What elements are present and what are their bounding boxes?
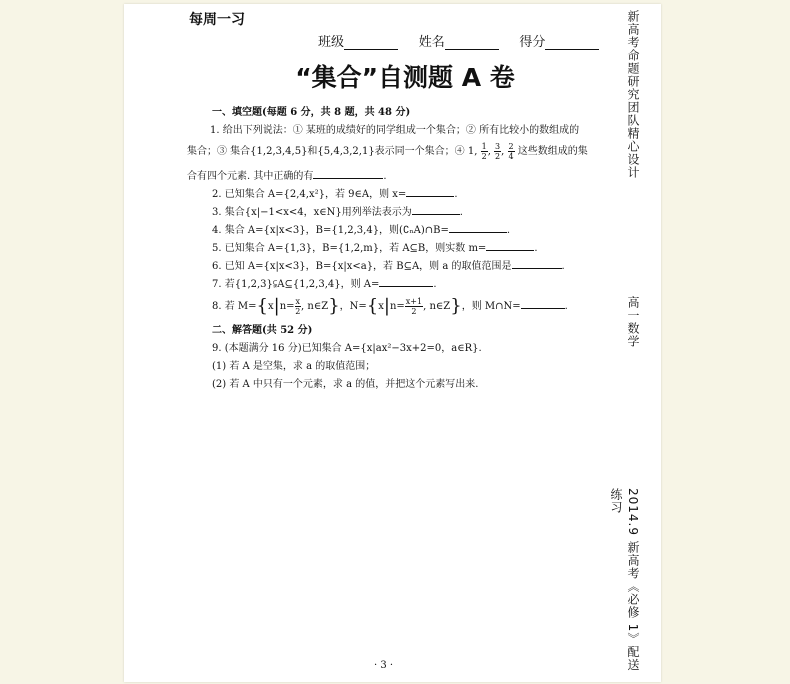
q1-frac2-num: 3: [495, 142, 501, 151]
q7-text: 7. 若{1,2,3}⫋A⊆{1,2,3,4}，则 A=: [212, 279, 380, 290]
q4-line: 4. 集合 A={x|x<3}，B={1,2,3,4}，则(∁ₙA)∩B= .: [212, 220, 510, 240]
q4-text: 4. 集合 A={x|x<3}，B={1,2,3,4}，则(∁ₙA)∩B=: [212, 225, 449, 236]
section1-heading: 一、填空题(每题 6 分，共 8 题，共 48 分): [212, 107, 411, 118]
q1-line2-tail: 这些数组成的集: [517, 146, 588, 157]
q8-frac2-den: 2: [411, 307, 417, 316]
q5-answer-blank[interactable]: [486, 238, 534, 251]
page-title: “集合”自测题 A 卷: [295, 63, 515, 92]
q3-line: 3. 集合{x|−1<x<4，x∈N}用列举法表示为 .: [212, 202, 463, 222]
q1-line2: 集合；③ 集合{1,2,3,4,5}和{5,4,3,2,1}表示同一个集合；④ 1, $\frac{1}{2}$ , $\frac{3}{2}$ , $\frac{2}{4}$ 这些数组成的集: [187, 142, 588, 161]
q2-line: 2. 已知集合 A={2,4,x²}，若 9∈A，则 x= .: [212, 184, 458, 204]
q8-n-eq-1: n=: [279, 301, 295, 312]
name-blank[interactable]: [445, 35, 499, 50]
q6-text: 6. 已知 A={x|x<3}，B={x|x<a}，若 B⊆A，则 a 的取值范围是: [212, 261, 512, 272]
q1-line2-text: 集合；③ 集合{1,2,3,4,5}和{5,4,3,2,1}表示同一个集合；④ 1,: [187, 146, 478, 157]
q8-brace-close-1: }: [328, 295, 340, 317]
q1-frac1-num: 1: [481, 142, 487, 151]
q9-line: 9. (本题满分 16 分)已知集合 A={x|ax²−3x+2=0，a∈R}.: [212, 343, 482, 354]
q8-frac2-num: x+1: [405, 297, 423, 306]
q5-text: 5. 已知集合 A={1,3}，B={1,2,m}，若 A⊆B，则实数 m=: [212, 243, 487, 254]
q8-line: 8. 若 M={x|n= $\frac{x}{2}$ , n∈Z}，N={x|n= $\frac{x+1}{2}$ , n∈Z}，则 M∩N= .: [212, 295, 568, 317]
q1-line3: 合有四个元素. 其中正确的有 .: [187, 166, 387, 186]
q6-line: 6. 已知 A={x|x<3}，B={x|x<a}，若 B⊆A，则 a 的取值范围是 .: [212, 256, 565, 276]
q1-answer-blank[interactable]: [313, 166, 383, 179]
q1-frac2-den: 2: [495, 152, 501, 161]
q8-text-a: 8. 若 M=: [212, 301, 257, 312]
q8-frac1-num: x: [295, 297, 301, 306]
q8-brace-open-2: {: [366, 295, 379, 317]
weekly-practice-label: 每周一习: [189, 12, 245, 28]
q8-nz-1: , n∈Z: [301, 301, 329, 312]
q5-line: 5. 已知集合 A={1,3}，B={1,2,m}，若 A⊆B，则实数 m= .: [212, 238, 538, 258]
q3-answer-blank[interactable]: [412, 202, 460, 215]
score-blank[interactable]: [545, 35, 599, 50]
q8-nz-2: , n∈Z: [423, 301, 451, 312]
sidebar-top-text: 新高考命题研究团队精心设计: [626, 10, 640, 179]
q8-text-n: ，N=: [339, 301, 367, 312]
q8-bar-1: |: [273, 295, 280, 317]
q7-answer-blank[interactable]: [379, 274, 433, 287]
sidebar-bottom-text: 2014.9 新高考《必修 1》配送练习: [609, 488, 640, 672]
q8-answer-blank[interactable]: [521, 296, 565, 309]
q1-line1: 1. 给出下列说法：① 某班的成绩好的同学组成一个集合；② 所有比较小的数组成的: [210, 125, 580, 136]
name-label: 姓名: [418, 35, 445, 50]
q8-brace-close-2: }: [450, 295, 462, 317]
q8-bar-2: |: [383, 295, 390, 317]
class-blank[interactable]: [344, 35, 398, 50]
q1-frac1-den: 2: [481, 152, 487, 161]
q4-answer-blank[interactable]: [449, 220, 507, 233]
q8-fraction-2: [405, 297, 423, 316]
q1-fraction-2: [494, 142, 501, 161]
q6-answer-blank[interactable]: [512, 256, 562, 269]
page-number: · 3 ·: [374, 660, 394, 671]
q9-part1: (1) 若 A 是空集，求 a 的取值范围；: [212, 361, 376, 372]
q9-part2: (2) 若 A 中只有一个元素，求 a 的值，并把这个元素写出来.: [212, 379, 479, 390]
q2-answer-blank[interactable]: [406, 184, 454, 197]
q8-frac1-den: 2: [295, 307, 301, 316]
score-label: 得分: [519, 35, 546, 50]
student-info-row: [318, 31, 599, 50]
q3-text: 3. 集合{x|−1<x<4，x∈N}用列举法表示为: [212, 207, 412, 218]
q1-line3-text: 合有四个元素. 其中正确的有: [187, 171, 314, 182]
q2-text: 2. 已知集合 A={2,4,x²}，若 9∈A，则 x=: [212, 189, 407, 200]
q8-text-tail: ，则 M∩N=: [461, 301, 521, 312]
sidebar-middle-text: 高一数学: [626, 296, 640, 348]
q8-x-1: x: [267, 301, 274, 312]
q1-fraction-1: [481, 142, 488, 161]
q8-n-eq-2: n=: [389, 301, 405, 312]
section2-heading: 二、解答题(共 52 分): [212, 325, 313, 336]
q8-x-2: x: [378, 301, 384, 312]
q1-frac3-den: 4: [508, 152, 514, 161]
class-label: 班级: [318, 35, 345, 50]
q1-frac3-num: 2: [508, 142, 514, 151]
q7-line: 7. 若{1,2,3}⫋A⊆{1,2,3,4}，则 A= .: [212, 274, 437, 294]
q8-brace-open-1: {: [256, 295, 268, 317]
q1-fraction-3: [508, 142, 515, 161]
